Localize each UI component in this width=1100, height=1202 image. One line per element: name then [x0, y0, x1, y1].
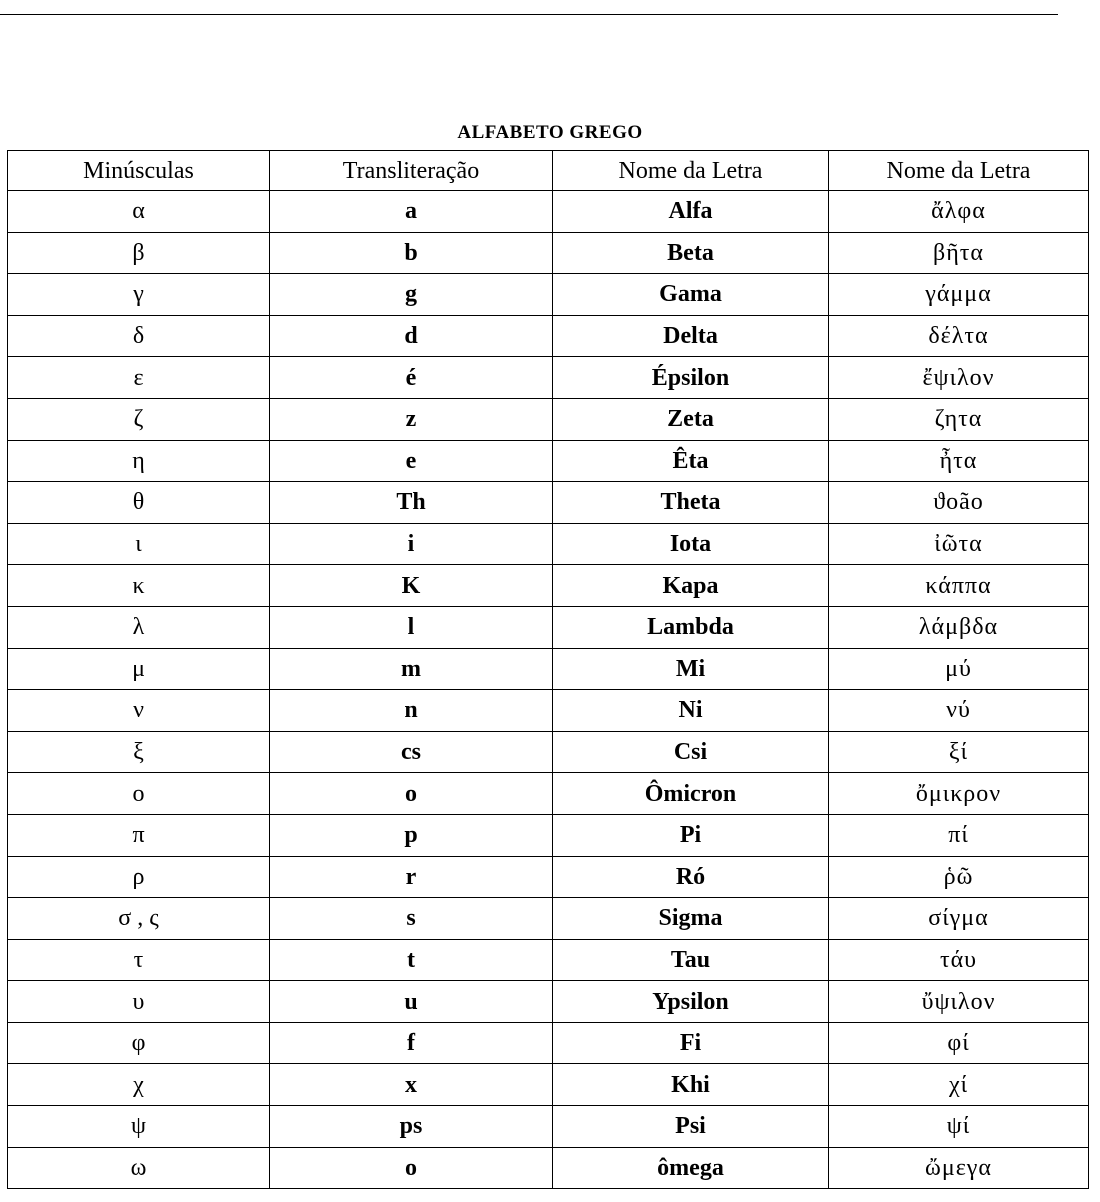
table-row: [8, 773, 1089, 815]
transliteration-cell: d: [270, 315, 553, 357]
table-row: [8, 398, 1089, 440]
greek-alphabet-table: [7, 150, 1089, 1189]
lowercase-letter-cell: μ: [8, 648, 270, 690]
lowercase-letter-cell: γ: [8, 274, 270, 316]
table-row: [8, 939, 1089, 981]
letter-name-cell: Ró: [553, 856, 829, 898]
table-row: [8, 981, 1089, 1023]
greek-letter-name-cell: ὤμεγα: [829, 1147, 1089, 1189]
letter-name-cell: Tau: [553, 939, 829, 981]
letter-name-cell: Khi: [553, 1064, 829, 1106]
lowercase-letter-cell: ω: [8, 1147, 270, 1189]
greek-letter-name-cell: ϑoão: [829, 482, 1089, 524]
letter-name-cell: Theta: [553, 482, 829, 524]
table-body: [8, 191, 1089, 1189]
lowercase-letter-cell: ζ: [8, 398, 270, 440]
transliteration-cell: p: [270, 814, 553, 856]
transliteration-cell: x: [270, 1064, 553, 1106]
letter-name-cell: Gama: [553, 274, 829, 316]
lowercase-letter-cell: ρ: [8, 856, 270, 898]
table-row: [8, 606, 1089, 648]
lowercase-letter-cell: λ: [8, 606, 270, 648]
greek-letter-name-cell: ξί: [829, 731, 1089, 773]
letter-name-cell: Iota: [553, 523, 829, 565]
lowercase-letter-cell: β: [8, 232, 270, 274]
transliteration-cell: a: [270, 191, 553, 233]
table-title: ALFABETO GREGO: [457, 122, 643, 143]
letter-name-cell: Épsilon: [553, 357, 829, 399]
greek-letter-name-cell: ὄμικρον: [829, 773, 1089, 815]
lowercase-letter-cell: χ: [8, 1064, 270, 1106]
letter-name-cell: Ypsilon: [553, 981, 829, 1023]
transliteration-cell: r: [270, 856, 553, 898]
table-row: [8, 898, 1089, 940]
letter-name-cell: Êta: [553, 440, 829, 482]
header-rule: [0, 14, 1058, 15]
header-row: [8, 151, 1089, 191]
letter-name-cell: Lambda: [553, 606, 829, 648]
transliteration-cell: n: [270, 690, 553, 732]
greek-letter-name-cell: σίγμα: [829, 898, 1089, 940]
transliteration-cell: s: [270, 898, 553, 940]
lowercase-letter-cell: α: [8, 191, 270, 233]
column-header-letter-name: Nome da Letra: [553, 151, 829, 191]
column-header-transliteration: Transliteração: [270, 151, 553, 191]
greek-letter-name-cell: γάμμα: [829, 274, 1089, 316]
table-row: [8, 1106, 1089, 1148]
letter-name-cell: Psi: [553, 1106, 829, 1148]
greek-letter-name-cell: νύ: [829, 690, 1089, 732]
greek-letter-name-cell: τάυ: [829, 939, 1089, 981]
greek-letter-name-cell: ὔψιλον: [829, 981, 1089, 1023]
letter-name-cell: Delta: [553, 315, 829, 357]
greek-letter-name-cell: ἄλφα: [829, 191, 1089, 233]
greek-letter-name-cell: πί: [829, 814, 1089, 856]
greek-letter-name-cell: λάμβδα: [829, 606, 1089, 648]
table-row: [8, 565, 1089, 607]
table-row: [8, 1064, 1089, 1106]
lowercase-letter-cell: π: [8, 814, 270, 856]
greek-letter-name-cell: φί: [829, 1022, 1089, 1064]
transliteration-cell: e: [270, 440, 553, 482]
table-row: [8, 232, 1089, 274]
lowercase-letter-cell: ψ: [8, 1106, 270, 1148]
lowercase-letter-cell: θ: [8, 482, 270, 524]
greek-letter-name-cell: δέλτα: [829, 315, 1089, 357]
letter-name-cell: Pi: [553, 814, 829, 856]
greek-letter-name-cell: ζητα: [829, 398, 1089, 440]
transliteration-cell: l: [270, 606, 553, 648]
lowercase-letter-cell: ο: [8, 773, 270, 815]
lowercase-letter-cell: σ , ς: [8, 898, 270, 940]
transliteration-cell: o: [270, 1147, 553, 1189]
transliteration-cell: i: [270, 523, 553, 565]
column-header-lowercase: Minúsculas: [8, 151, 270, 191]
lowercase-letter-cell: η: [8, 440, 270, 482]
transliteration-cell: ps: [270, 1106, 553, 1148]
table-row: [8, 440, 1089, 482]
table-row: [8, 856, 1089, 898]
table-row: [8, 274, 1089, 316]
letter-name-cell: Beta: [553, 232, 829, 274]
greek-letter-name-cell: ψί: [829, 1106, 1089, 1148]
transliteration-cell: b: [270, 232, 553, 274]
lowercase-letter-cell: ν: [8, 690, 270, 732]
lowercase-letter-cell: φ: [8, 1022, 270, 1064]
column-header-greek-letter-name: Nome da Letra: [829, 151, 1089, 191]
lowercase-letter-cell: δ: [8, 315, 270, 357]
table-row: [8, 690, 1089, 732]
table-row: [8, 648, 1089, 690]
letter-name-cell: Csi: [553, 731, 829, 773]
transliteration-cell: t: [270, 939, 553, 981]
greek-letter-name-cell: ἦτα: [829, 440, 1089, 482]
transliteration-cell: Th: [270, 482, 553, 524]
transliteration-cell: cs: [270, 731, 553, 773]
lowercase-letter-cell: ι: [8, 523, 270, 565]
greek-letter-name-cell: ἰῶτα: [829, 523, 1089, 565]
table-row: [8, 191, 1089, 233]
table-row: [8, 523, 1089, 565]
lowercase-letter-cell: ε: [8, 357, 270, 399]
greek-letter-name-cell: χί: [829, 1064, 1089, 1106]
transliteration-cell: u: [270, 981, 553, 1023]
transliteration-cell: é: [270, 357, 553, 399]
lowercase-letter-cell: τ: [8, 939, 270, 981]
greek-letter-name-cell: ῥῶ: [829, 856, 1089, 898]
transliteration-cell: K: [270, 565, 553, 607]
letter-name-cell: Kapa: [553, 565, 829, 607]
lowercase-letter-cell: υ: [8, 981, 270, 1023]
letter-name-cell: Mi: [553, 648, 829, 690]
letter-name-cell: Alfa: [553, 191, 829, 233]
greek-letter-name-cell: βῆτα: [829, 232, 1089, 274]
lowercase-letter-cell: ξ: [8, 731, 270, 773]
transliteration-cell: f: [270, 1022, 553, 1064]
table-row: [8, 357, 1089, 399]
transliteration-cell: z: [270, 398, 553, 440]
greek-letter-name-cell: μύ: [829, 648, 1089, 690]
letter-name-cell: Fi: [553, 1022, 829, 1064]
table-row: [8, 315, 1089, 357]
table-row: [8, 731, 1089, 773]
table-row: [8, 1022, 1089, 1064]
letter-name-cell: ômega: [553, 1147, 829, 1189]
transliteration-cell: o: [270, 773, 553, 815]
table-row: [8, 482, 1089, 524]
letter-name-cell: Ni: [553, 690, 829, 732]
greek-letter-name-cell: κάππα: [829, 565, 1089, 607]
transliteration-cell: m: [270, 648, 553, 690]
greek-letter-name-cell: ἔψιλον: [829, 357, 1089, 399]
letter-name-cell: Zeta: [553, 398, 829, 440]
letter-name-cell: Ômicron: [553, 773, 829, 815]
table-row: [8, 814, 1089, 856]
transliteration-cell: g: [270, 274, 553, 316]
table-row: [8, 1147, 1089, 1189]
lowercase-letter-cell: κ: [8, 565, 270, 607]
letter-name-cell: Sigma: [553, 898, 829, 940]
